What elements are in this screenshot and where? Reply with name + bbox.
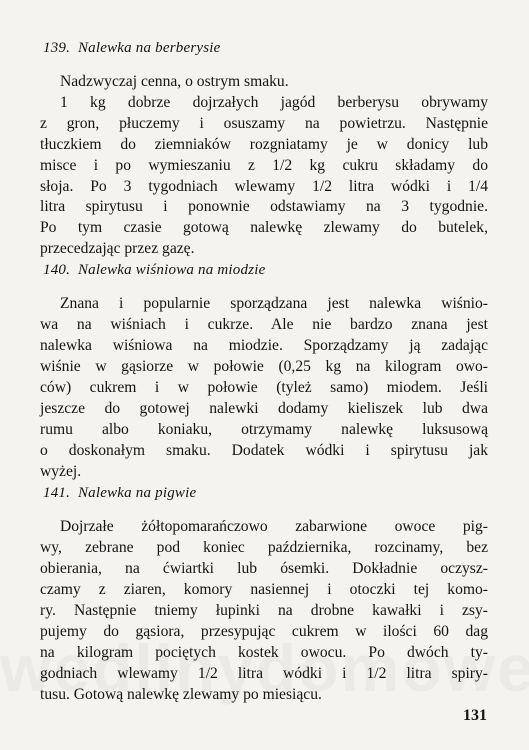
- recipe-title: Nalewka na pigwie: [77, 485, 197, 501]
- text-line: tłuczkiem do ziemniaków rozgniatamy je w donicy lub: [40, 136, 488, 153]
- text-line: wyżej.: [40, 463, 82, 480]
- text-line: godniach wlewamy 1/2 litra wódki i 1/2 litra spiry-: [40, 665, 488, 682]
- recipe-number: 139.: [43, 40, 71, 56]
- text-line: Znana i popularnie sporządzana jest nalewka wiśnio-: [60, 295, 488, 312]
- text-line: 1 kg dobrze dojrzałych jagód berberysu obrywamy: [60, 94, 488, 111]
- recipe-number: 140.: [43, 262, 71, 278]
- text-line: przecedzając przez gazę.: [40, 240, 195, 257]
- text-line: litra spirytusu i ponownie odstawiamy na 3 tygodnie.: [40, 198, 488, 215]
- text-line: z gron, płuczemy i osuszamy na powietrzu. Następnie: [40, 115, 488, 132]
- text-line: pujemy do gąsiora, przesypując cukrem w ilości 60 dag: [40, 623, 488, 640]
- text-line: wy, zebrane pod koniec października, rozcinamy, bez: [40, 539, 488, 556]
- page-number: 131: [463, 707, 487, 724]
- recipe-heading: [43, 40, 220, 57]
- text-line: ry. Następnie tniemy łupinki na drobne kawałki i zsy-: [40, 602, 488, 619]
- text-line: o doskonałym smaku. Dodatek wódki i spirytusu jak: [40, 442, 488, 459]
- text-line: tusu. Gotową nalewkę zlewamy po miesiącu.: [40, 686, 322, 703]
- text-line: ców) cukrem i w połowie (tyleż samo) miodem. Jeśli: [40, 379, 488, 396]
- recipe-heading: [43, 485, 196, 502]
- text-line: Dojrzałe żółtopomarańczowo zabarwione owoce pig-: [60, 518, 488, 535]
- recipe-title: Nalewka wiśniowa na miodzie: [77, 262, 266, 278]
- text-line: nalewka wiśniowa na miodzie. Sporządzamy ją zadając: [40, 337, 488, 354]
- text-line: misce i po wymieszaniu z 1/2 kg cukru składamy do: [40, 157, 488, 174]
- text-line: Po tym czasie gotową nalewkę zlewamy do butelek,: [40, 219, 488, 236]
- text-line: jeszcze do gotowej nalewki dodamy kieliszek lub dwa: [40, 400, 488, 417]
- recipe-number: 141.: [43, 485, 71, 501]
- text-line: słoja. Po 3 tygodniach wlewamy 1/2 litra wódki i 1/4: [40, 178, 488, 195]
- text-line: obierania, na ćwiartki lub ósemki. Dokładnie oczysz-: [40, 560, 488, 577]
- text-line: czamy z ziaren, komory nasiennej i otoczki tej komo-: [40, 581, 488, 598]
- text-line: na kilogram pociętych kostek owocu. Po dwóch ty-: [40, 644, 488, 661]
- text-line: rumu albo koniaku, otrzymamy nalewkę luksusową: [40, 421, 488, 438]
- text-line: wiśnie w gąsiorze w połowie (0,25 kg na kilogram owo-: [40, 358, 488, 375]
- recipe-heading: [43, 262, 265, 279]
- recipe-title: Nalewka na berberysie: [77, 40, 221, 56]
- text-line: wa na wiśniach i cukrze. Ale nie bardzo znana jest: [40, 316, 488, 333]
- text-line: Nadzwyczaj cenna, o ostrym smaku.: [60, 73, 289, 90]
